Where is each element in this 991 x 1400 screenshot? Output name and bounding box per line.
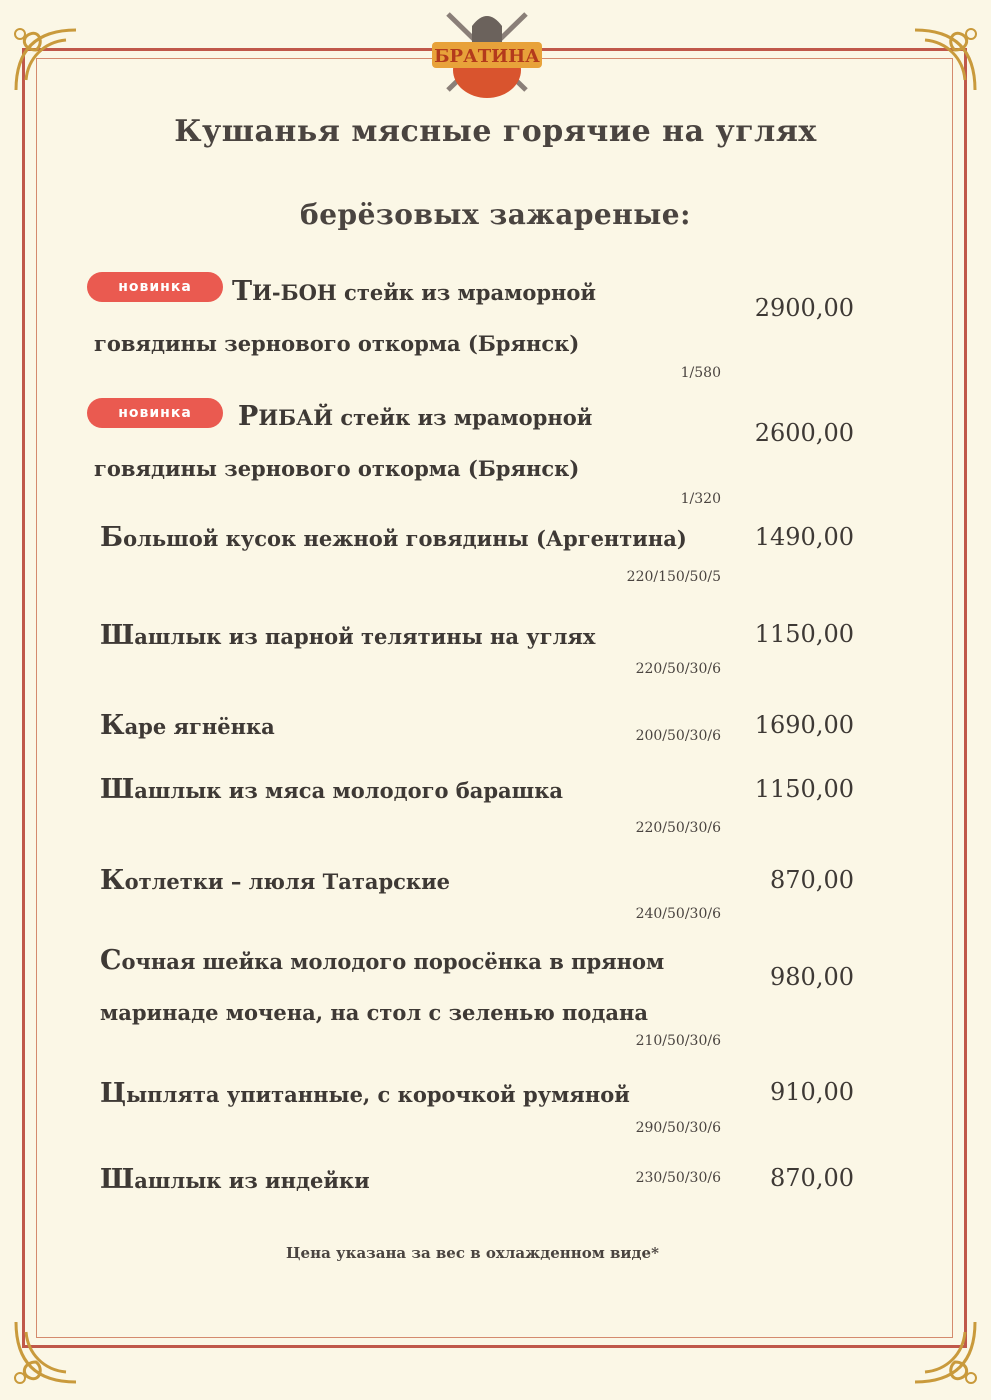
new-badge: новинка <box>87 398 223 428</box>
new-badge: новинка <box>87 272 223 302</box>
menu-item-title: Большой кусок нежной говядины (Аргентина) <box>100 522 687 553</box>
menu-item-price: 1690,00 <box>754 711 854 739</box>
menu-item-title: Шашлык из мяса молодого барашка <box>100 774 564 805</box>
menu-item-weight: 200/50/30/6 <box>635 728 721 744</box>
menu-item-title: РИБАЙ стейк из мраморной <box>238 401 593 432</box>
menu-item-price: 980,00 <box>770 963 854 991</box>
page-title-line-1: Кушанья мясные горячие на углях <box>174 114 817 149</box>
menu-item-title: Шашлык из парной телятины на углях <box>100 620 596 651</box>
corner-ornament-bottom-left <box>6 1312 86 1392</box>
page-frame-inner <box>36 58 953 1338</box>
page-title-line-2: берёзовых зажареные: <box>300 198 691 231</box>
corner-ornament-top-right <box>905 20 985 100</box>
logo-text: БРАТИНА <box>434 46 540 67</box>
menu-item-price: 1490,00 <box>754 523 854 551</box>
corner-ornament-bottom-right <box>905 1312 985 1392</box>
menu-item-price: 2600,00 <box>754 419 854 447</box>
menu-item-description: маринаде мочена, на стол с зеленью подана <box>100 1000 648 1025</box>
menu-item-description: говядины зернового откорма (Брянск) <box>94 456 580 481</box>
price-footnote: Цена указана за вес в охлажденном виде* <box>286 1244 659 1262</box>
menu-item-weight: 220/50/30/6 <box>635 820 721 836</box>
menu-item-weight: 1/320 <box>680 491 721 507</box>
restaurant-logo <box>428 6 546 104</box>
menu-item-price: 870,00 <box>770 1164 854 1192</box>
menu-item-description: говядины зернового откорма (Брянск) <box>94 331 580 356</box>
menu-item-weight: 210/50/30/6 <box>635 1033 721 1049</box>
menu-item-price: 910,00 <box>770 1078 854 1106</box>
menu-item-weight: 240/50/30/6 <box>635 906 721 922</box>
menu-item-title: Шашлык из индейки <box>100 1164 370 1195</box>
menu-item-title: Каре ягнёнка <box>100 710 275 741</box>
menu-item-title: Сочная шейка молодого поросёнка в пряном <box>100 945 665 976</box>
menu-item-weight: 230/50/30/6 <box>635 1170 721 1186</box>
menu-item-price: 870,00 <box>770 866 854 894</box>
menu-item-title: Цыплята упитанные, с корочкой румяной <box>100 1078 630 1109</box>
menu-item-weight: 220/50/30/6 <box>635 661 721 677</box>
corner-ornament-top-left <box>6 20 86 100</box>
menu-item-price: 1150,00 <box>754 775 854 803</box>
menu-item-price: 2900,00 <box>754 294 854 322</box>
menu-item-title: ТИ-БОН стейк из мраморной <box>232 276 596 307</box>
menu-item-title: Котлетки – люля Татарские <box>100 865 451 896</box>
menu-item-weight: 1/580 <box>680 365 721 381</box>
menu-item-weight: 290/50/30/6 <box>635 1120 721 1136</box>
menu-item-weight: 220/150/50/5 <box>626 569 721 585</box>
menu-item-price: 1150,00 <box>754 620 854 648</box>
